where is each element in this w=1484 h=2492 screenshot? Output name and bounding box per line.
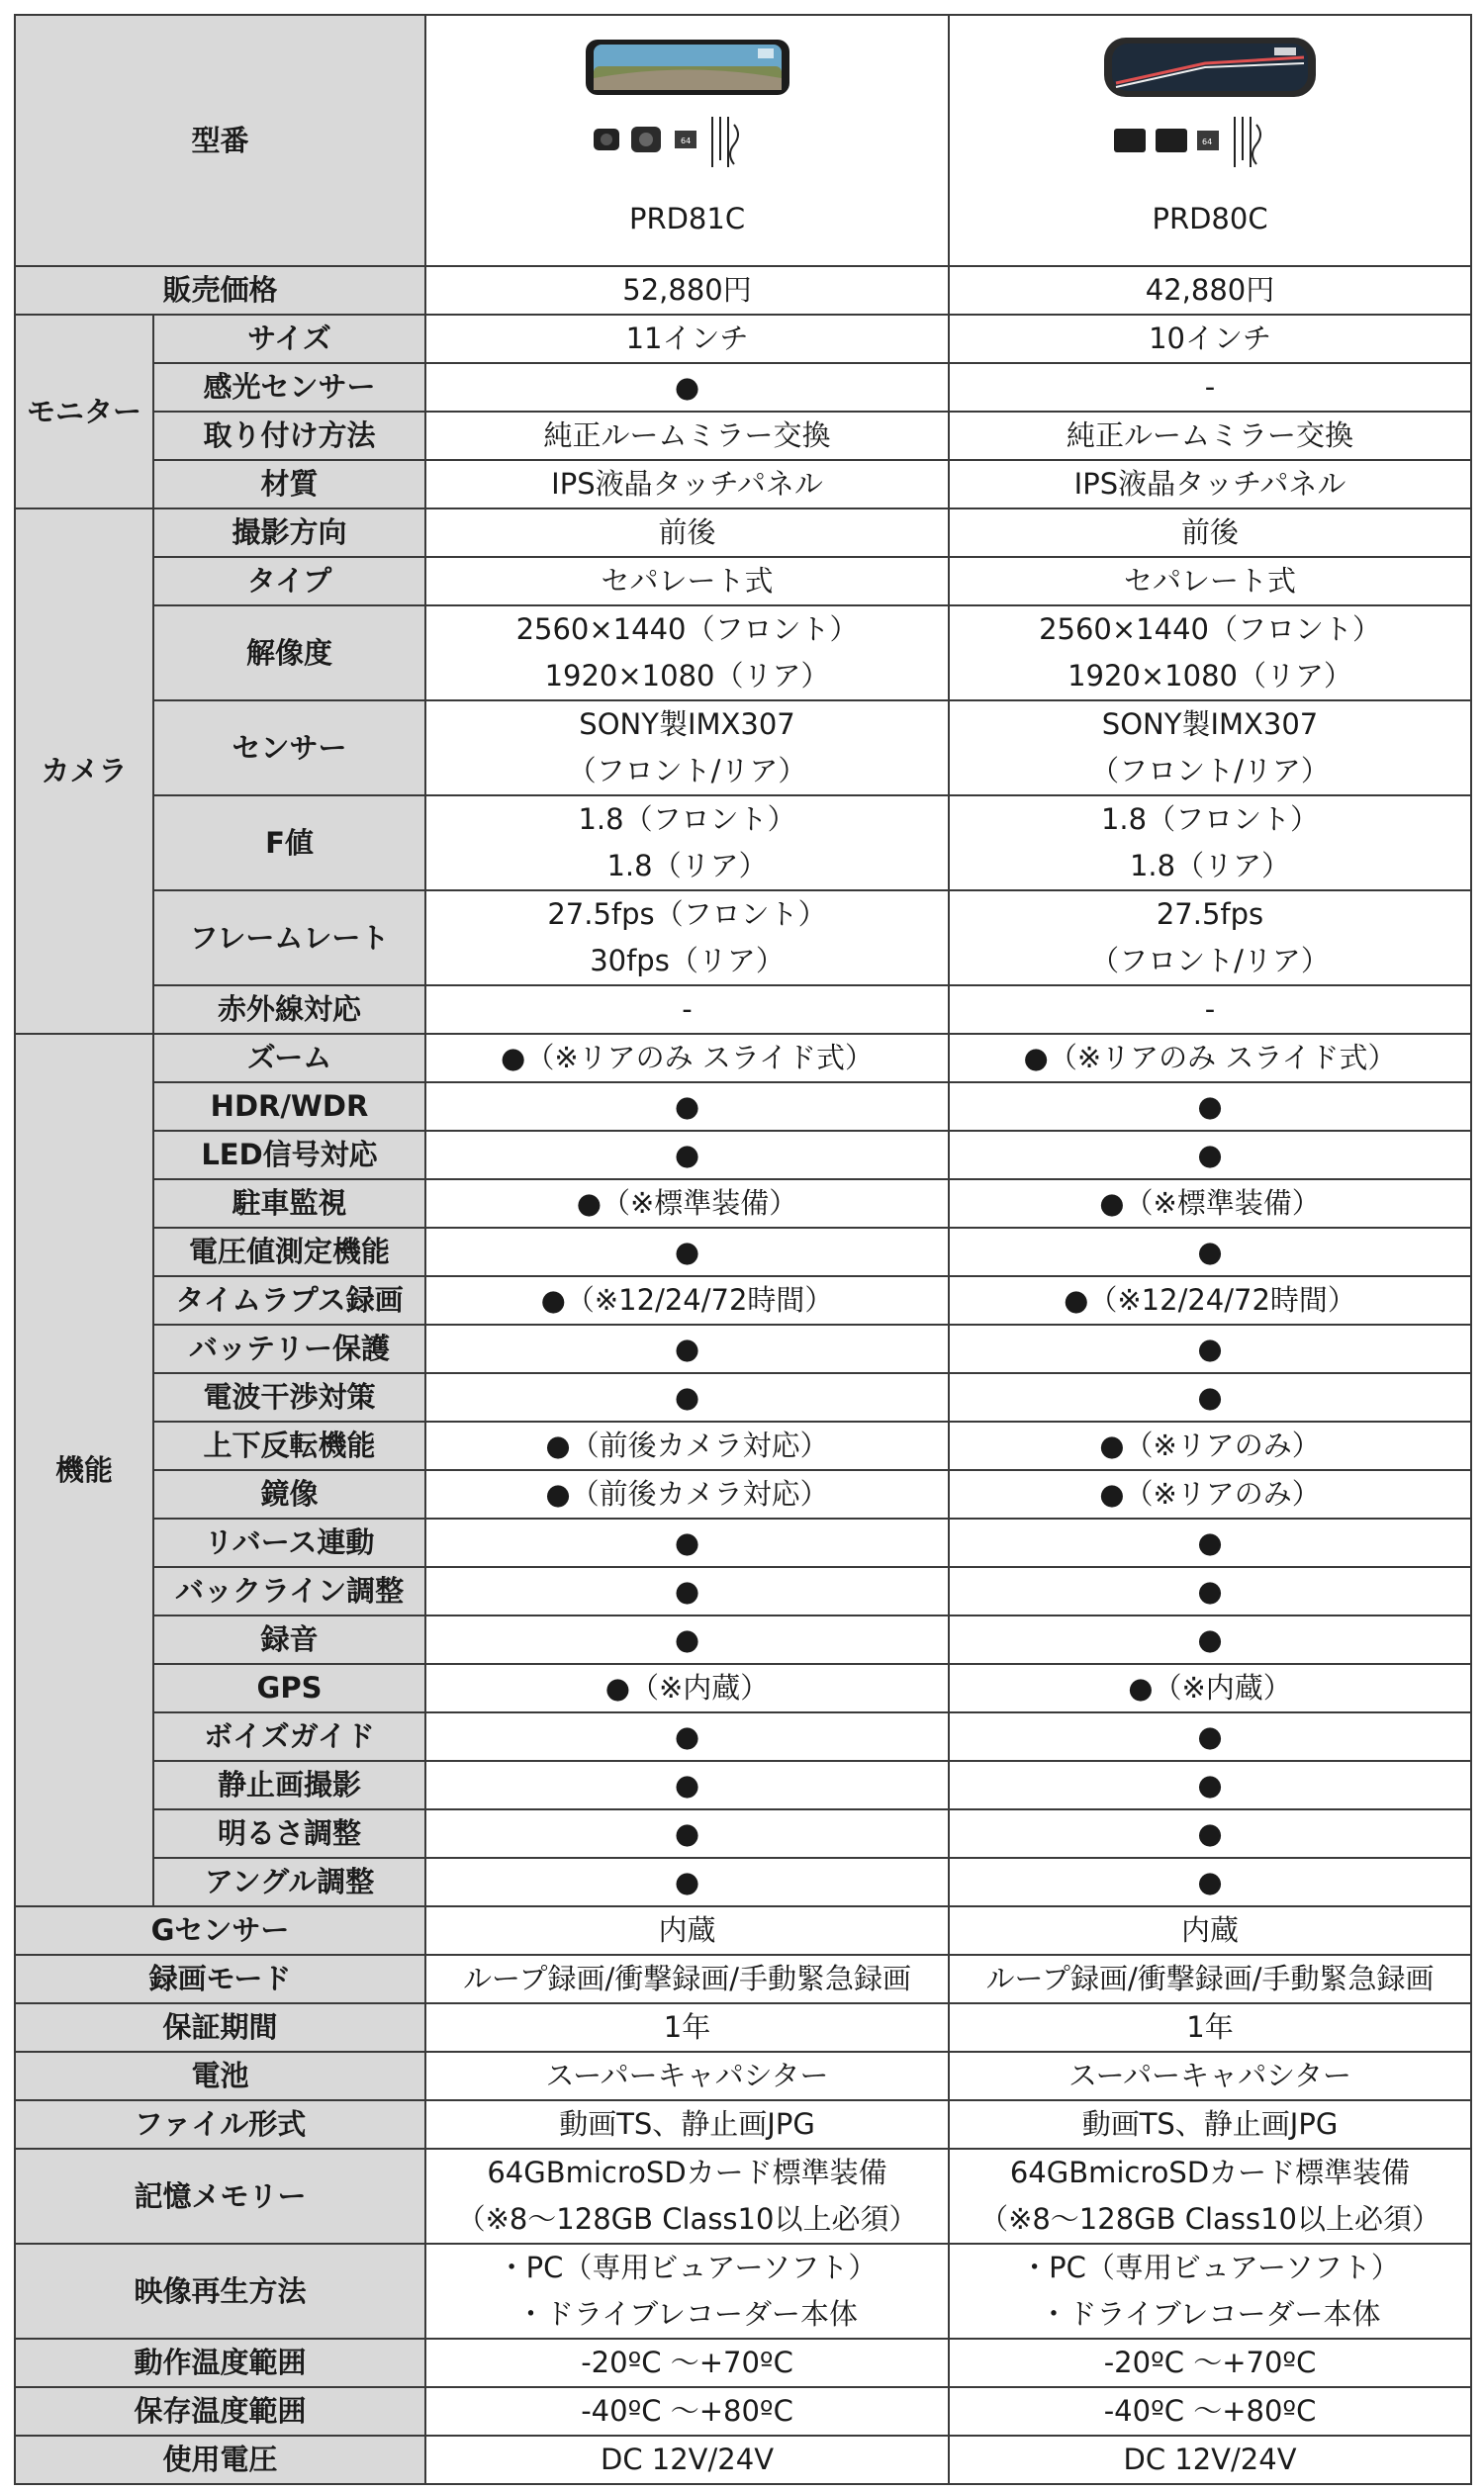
spec-value-prd80c: ● (949, 1761, 1471, 1809)
spec-value-prd81c: ● (425, 1325, 949, 1373)
spec-value-prd80c: 前後 (949, 508, 1471, 557)
spec-value-prd80c: ループ録画/衝撃録画/手動緊急録画 (949, 1955, 1471, 2003)
spec-value-prd81c: ●（※リアのみ スライド式） (425, 1034, 949, 1082)
spec-label: 上下反転機能 (153, 1422, 425, 1470)
spec-value-prd81c (425, 890, 949, 985)
spec-value-prd80c: ● (949, 1131, 1471, 1179)
spec-value-line: 1.8（リア） (606, 849, 768, 882)
spec-label: リバース連動 (153, 1519, 425, 1567)
spec-label: ズーム (153, 1034, 425, 1082)
spec-value-prd81c: 前後 (425, 508, 949, 557)
spec-label: 電波干渉対策 (153, 1373, 425, 1422)
spec-value-line: 1920×1080（リア） (544, 659, 830, 692)
spec-value-prd81c: ● (425, 1519, 949, 1567)
spec-row (15, 1179, 1471, 1228)
spec-label: HDR/WDR (153, 1082, 425, 1131)
spec-value-prd81c: -40ºC ～+80ºC (425, 2387, 949, 2436)
spec-value-prd80c: 動画TS、静止画JPG (949, 2100, 1471, 2149)
spec-row (15, 508, 1471, 557)
spec-row (15, 1955, 1471, 2003)
spec-row (15, 1858, 1471, 1906)
spec-row (15, 795, 1471, 890)
spec-value-prd81c: 純正ルームミラー交換 (425, 412, 949, 460)
spec-value-prd81c: 動画TS、静止画JPG (425, 2100, 949, 2149)
model-name-prd81c: PRD81C (628, 201, 746, 235)
spec-value-prd81c (425, 700, 949, 795)
spec-value-prd81c: ● (425, 1761, 949, 1809)
spec-value-line: 1920×1080（リア） (1067, 659, 1352, 692)
spec-label: 駐車監視 (153, 1179, 425, 1228)
spec-value-prd80c (949, 795, 1471, 890)
svg-text:64: 64 (1202, 137, 1213, 146)
spec-value-prd80c: ● (949, 1712, 1471, 1761)
spec-value-prd80c: ●（※12/24/72時間） (949, 1276, 1471, 1325)
spec-label: タイプ (153, 557, 425, 605)
spec-value-prd80c: -40ºC ～+80ºC (949, 2387, 1471, 2436)
spec-row (15, 557, 1471, 605)
spec-value-prd80c: 42,880円 (949, 266, 1471, 315)
spec-value-prd80c: - (949, 363, 1471, 412)
spec-row (15, 1809, 1471, 1858)
spec-label: タイムラプス録画 (153, 1276, 425, 1325)
spec-value-prd80c: ● (949, 1519, 1471, 1567)
spec-value-prd81c: DC 12V/24V (425, 2436, 949, 2484)
spec-value-prd80c: - (949, 985, 1471, 1034)
spec-value-line: 1.8（フロント） (578, 802, 796, 836)
spec-row (15, 2003, 1471, 2052)
spec-value-prd80c: 10インチ (949, 315, 1471, 363)
spec-value-prd81c: ●（※内蔵） (425, 1664, 949, 1712)
spec-value-prd80c: DC 12V/24V (949, 2436, 1471, 2484)
prd80c-product-image (1086, 34, 1334, 182)
model-row (15, 15, 1471, 266)
spec-label: ファイル形式 (15, 2100, 425, 2149)
spec-value-prd80c: 純正ルームミラー交換 (949, 412, 1471, 460)
spec-value-prd80c: ●（※リアのみ） (949, 1470, 1471, 1519)
spec-row (15, 2339, 1471, 2387)
spec-label: 材質 (153, 460, 425, 508)
spec-value-prd80c: ● (949, 1615, 1471, 1664)
spec-label: 映像再生方法 (15, 2244, 425, 2339)
spec-value-prd81c: ● (425, 1615, 949, 1664)
spec-label: LED信号対応 (153, 1131, 425, 1179)
model-label: 型番 (15, 15, 425, 266)
spec-value-prd81c: ●（※12/24/72時間） (425, 1276, 949, 1325)
spec-value-prd81c: ●（※標準装備） (425, 1179, 949, 1228)
group-label: カメラ (15, 508, 153, 1034)
spec-value-line: SONY製IMX307 (1101, 707, 1319, 741)
spec-value-line: ・PC（専用ビュアーソフト） (497, 2251, 878, 2284)
spec-value-line: （フロント/リア） (1090, 754, 1330, 787)
spec-row (15, 1615, 1471, 1664)
spec-value-prd81c: ループ録画/衝撃録画/手動緊急録画 (425, 1955, 949, 2003)
spec-value-prd81c: ● (425, 1082, 949, 1131)
spec-label: 撮影方向 (153, 508, 425, 557)
spec-value-prd80c (949, 605, 1471, 700)
spec-value-prd81c (425, 2244, 949, 2339)
spec-label: 静止画撮影 (153, 1761, 425, 1809)
spec-row (15, 1906, 1471, 1955)
spec-row (15, 605, 1471, 700)
spec-value-prd80c: IPS液晶タッチパネル (949, 460, 1471, 508)
spec-label: サイズ (153, 315, 425, 363)
spec-value-prd80c: ●（※内蔵） (949, 1664, 1471, 1712)
spec-label: 録音 (153, 1615, 425, 1664)
spec-label: 録画モード (15, 1955, 425, 2003)
spec-label: Gセンサー (15, 1906, 425, 1955)
spec-row (15, 363, 1471, 412)
spec-value-prd80c: 内蔵 (949, 1906, 1471, 1955)
spec-label: バッテリー保護 (153, 1325, 425, 1373)
spec-row (15, 700, 1471, 795)
spec-value-prd81c: ● (425, 1567, 949, 1615)
svg-text:64: 64 (680, 136, 691, 145)
spec-value-prd80c: ● (949, 1858, 1471, 1906)
spec-value-line: （フロント/リア） (567, 754, 807, 787)
spec-label: ボイズガイド (153, 1712, 425, 1761)
spec-label: アングル調整 (153, 1858, 425, 1906)
spec-row (15, 2100, 1471, 2149)
spec-label: 赤外線対応 (153, 985, 425, 1034)
spec-row (15, 1276, 1471, 1325)
spec-value-prd81c: IPS液晶タッチパネル (425, 460, 949, 508)
spec-value-prd80c: ● (949, 1809, 1471, 1858)
spec-label: 感光センサー (153, 363, 425, 412)
spec-value-prd81c: ● (425, 1131, 949, 1179)
spec-value-prd80c: スーパーキャパシター (949, 2052, 1471, 2100)
spec-value-prd80c: ● (949, 1325, 1471, 1373)
spec-value-prd80c (949, 2149, 1471, 2244)
spec-label: 解像度 (153, 605, 425, 700)
spec-value-prd81c: -20ºC ～+70ºC (425, 2339, 949, 2387)
spec-value-line: ・ドライブレコーダー本体 (1039, 2297, 1381, 2331)
spec-label: バックライン調整 (153, 1567, 425, 1615)
spec-value-prd81c: 内蔵 (425, 1906, 949, 1955)
spec-row (15, 1325, 1471, 1373)
spec-row (15, 2436, 1471, 2484)
spec-value-line: 2560×1440（フロント） (515, 612, 859, 646)
spec-label: 記憶メモリー (15, 2149, 425, 2244)
spec-value-prd81c: ● (425, 1373, 949, 1422)
spec-value-prd81c: 11インチ (425, 315, 949, 363)
spec-row (15, 1664, 1471, 1712)
spec-label: 保証期間 (15, 2003, 425, 2052)
spec-label: フレームレート (153, 890, 425, 985)
spec-value-line: 1.8（フロント） (1100, 802, 1320, 836)
spec-value-line: 64GBmicroSDカード標準装備 (1009, 2156, 1411, 2189)
spec-value-prd80c (949, 890, 1471, 985)
spec-row (15, 1228, 1471, 1276)
spec-value-line: 64GBmicroSDカード標準装備 (487, 2156, 887, 2189)
spec-value-prd80c: ●（※リアのみ スライド式） (949, 1034, 1471, 1082)
spec-row (15, 1470, 1471, 1519)
spec-value-line: 27.5fps（フロント） (547, 897, 827, 931)
spec-value-line: 2560×1440（フロント） (1039, 612, 1381, 646)
spec-value-prd80c: ● (949, 1373, 1471, 1422)
spec-row (15, 412, 1471, 460)
spec-label: 取り付け方法 (153, 412, 425, 460)
spec-value-line: ・PC（専用ビュアーソフト） (1020, 2251, 1400, 2284)
spec-value-line: 30fps（リア） (590, 944, 785, 977)
spec-value-prd80c (949, 2244, 1471, 2339)
spec-label: センサー (153, 700, 425, 795)
spec-value-prd80c: ●（※標準装備） (949, 1179, 1471, 1228)
spec-value-prd81c: 52,880円 (425, 266, 949, 315)
spec-row (15, 315, 1471, 363)
spec-value-prd80c: ● (949, 1228, 1471, 1276)
spec-row (15, 890, 1471, 985)
spec-value-prd80c: -20ºC ～+70ºC (949, 2339, 1471, 2387)
spec-value-prd80c: ● (949, 1082, 1471, 1131)
spec-value-prd81c: スーパーキャパシター (425, 2052, 949, 2100)
spec-value-prd81c: セパレート式 (425, 557, 949, 605)
spec-value-prd80c (949, 700, 1471, 795)
spec-row (15, 1712, 1471, 1761)
spec-value-prd81c: ● (425, 1228, 949, 1276)
spec-value-prd81c: ● (425, 1858, 949, 1906)
spec-row (15, 1373, 1471, 1422)
spec-row (15, 1519, 1471, 1567)
spec-row (15, 1761, 1471, 1809)
spec-value-line: SONY製IMX307 (579, 707, 795, 741)
prd81c-product-image (564, 34, 811, 182)
spec-row (15, 1422, 1471, 1470)
spec-value-prd81c (425, 2149, 949, 2244)
spec-value-line: （フロント/リア） (1090, 944, 1330, 977)
spec-value-prd81c: 1年 (425, 2003, 949, 2052)
spec-label: 鏡像 (153, 1470, 425, 1519)
spec-row (15, 1131, 1471, 1179)
spec-value-prd81c: ●（前後カメラ対応） (425, 1470, 949, 1519)
spec-row (15, 1082, 1471, 1131)
spec-row (15, 2149, 1471, 2244)
model-name-prd80c: PRD80C (1152, 201, 1268, 235)
spec-label: 明るさ調整 (153, 1809, 425, 1858)
spec-label: 電圧値測定機能 (153, 1228, 425, 1276)
spec-value-prd80c: 1年 (949, 2003, 1471, 2052)
spec-value-prd81c: ● (425, 1809, 949, 1858)
spec-value-line: ・ドライブレコーダー本体 (515, 2297, 859, 2331)
spec-row (15, 2052, 1471, 2100)
spec-table-body (15, 15, 1471, 2484)
spec-row (15, 1567, 1471, 1615)
spec-value-prd81c (425, 605, 949, 700)
spec-label: 電池 (15, 2052, 425, 2100)
spec-row (15, 985, 1471, 1034)
group-label: 機能 (15, 1034, 153, 1906)
spec-row (15, 266, 1471, 315)
spec-row (15, 1034, 1471, 1082)
spec-value-prd80c: ●（※リアのみ） (949, 1422, 1471, 1470)
spec-value-prd81c: ● (425, 1712, 949, 1761)
spec-label: 使用電圧 (15, 2436, 425, 2484)
spec-label: 販売価格 (15, 266, 425, 315)
spec-label: GPS (153, 1664, 425, 1712)
spec-value-line: 27.5fps (1156, 897, 1264, 931)
model-cell-prd81c (425, 15, 949, 266)
spec-label: 動作温度範囲 (15, 2339, 425, 2387)
spec-value-prd80c: セパレート式 (949, 557, 1471, 605)
spec-row (15, 460, 1471, 508)
spec-comparison-table (14, 14, 1472, 2485)
spec-value-prd81c: ● (425, 363, 949, 412)
spec-value-line: （※8～128GB Class10以上必須） (456, 2202, 918, 2236)
spec-value-prd81c: - (425, 985, 949, 1034)
spec-row (15, 2244, 1471, 2339)
spec-label: 保存温度範囲 (15, 2387, 425, 2436)
spec-value-line: （※8～128GB Class10以上必須） (979, 2202, 1440, 2236)
spec-value-prd81c: ●（前後カメラ対応） (425, 1422, 949, 1470)
spec-row (15, 2387, 1471, 2436)
spec-value-prd80c: ● (949, 1567, 1471, 1615)
spec-label: F値 (153, 795, 425, 890)
group-label: モニター (15, 315, 153, 508)
model-cell-prd80c (949, 15, 1471, 266)
spec-value-prd81c (425, 795, 949, 890)
spec-value-line: 1.8（リア） (1129, 849, 1291, 882)
